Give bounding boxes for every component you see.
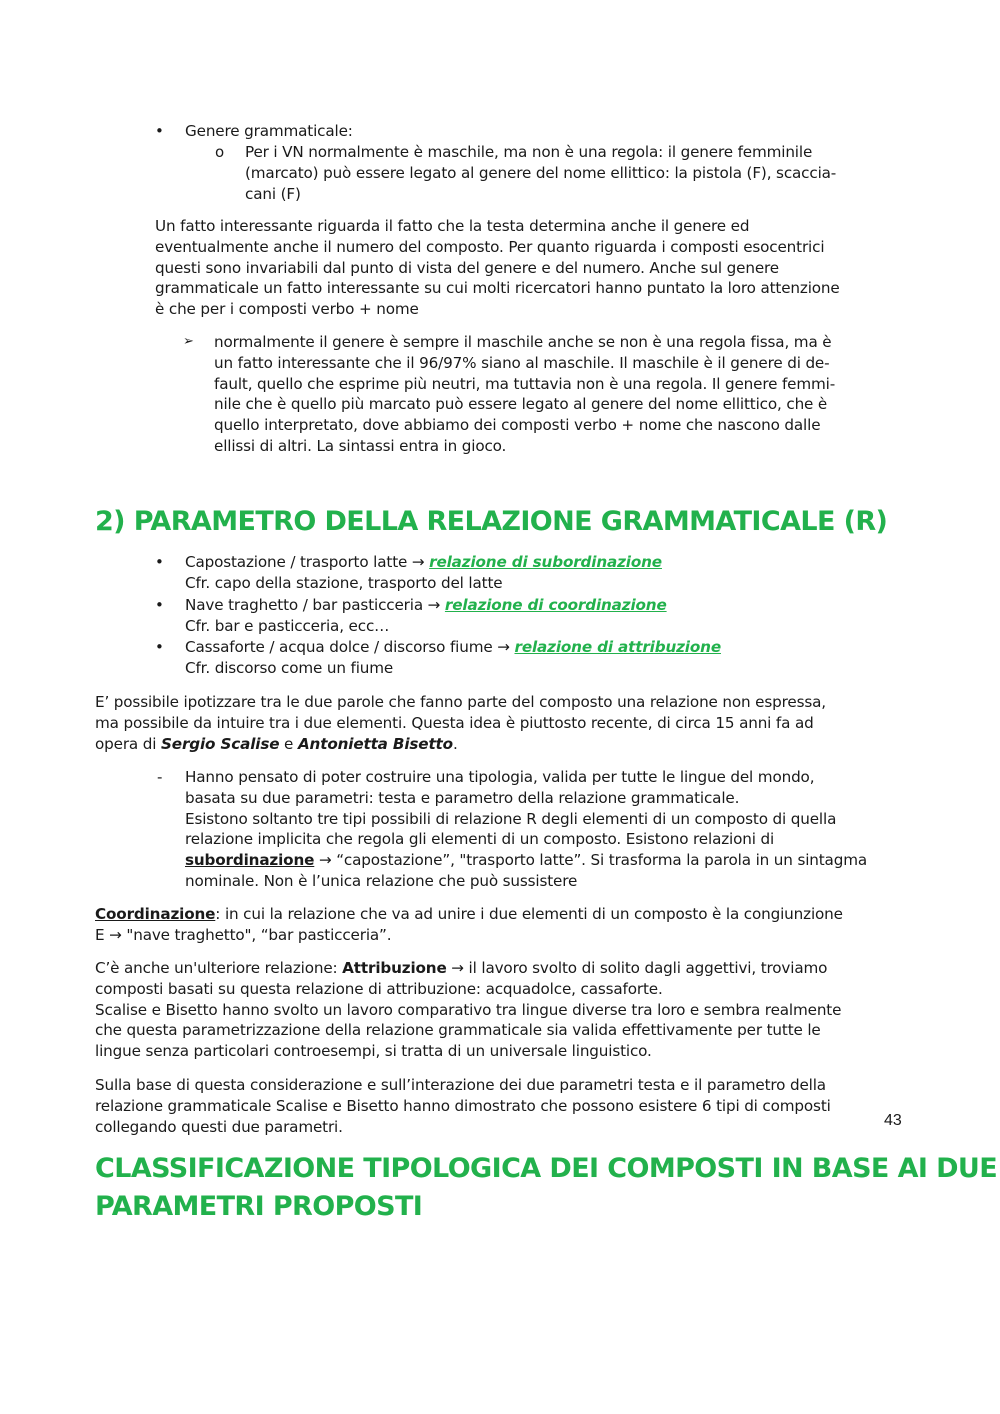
text-fragment: opera di <box>95 734 161 753</box>
dash-list-item <box>185 767 867 892</box>
text-line: grammaticale un fatto interessante su cui molti ricercatori hanno puntato la loro attenzione <box>155 279 840 298</box>
text-line: un fatto interessante che il 96/97% siano al maschile. Il maschile è il genere di de- <box>214 353 830 372</box>
arrow-list-item <box>214 332 835 457</box>
text-line: nominale. Non è l’unica relazione che può sussistere <box>185 871 578 890</box>
text-line: Per i VN normalmente è maschile, ma non è una regola: il genere femminile <box>245 143 813 161</box>
text-fragment: . <box>452 734 458 753</box>
text-line: eventualmente anche il numero del composto. Per quanto riguarda i composti esocentrici <box>155 237 825 256</box>
author-name: Sergio Scalise <box>161 734 280 753</box>
text-line: relazione implicita che regola gli elementi di un composto. Esistono relazioni di <box>185 830 775 849</box>
bullet-marker: • <box>155 638 164 656</box>
text-fragment: → il lavoro svolto di solito dagli aggettivi, troviamo <box>446 959 828 977</box>
bullet-marker: • <box>155 596 164 614</box>
paragraph-coordination <box>95 904 843 946</box>
text-line: lingue senza particolari controesempi, si tratta di un universale linguistico. <box>95 1042 652 1061</box>
text-line: normalmente il genere è sempre il maschile anche se non è una regola fissa, ma è <box>214 333 832 351</box>
paragraph-conclusion <box>95 1075 831 1137</box>
text-line: ma possibile da intuire tra i due elementi. Questa idea è piuttosto recente, di circa 15 anni fa ad <box>95 713 814 732</box>
paragraph-head-gender <box>155 216 840 320</box>
text-fragment: → “capostazione”, "trasporto latte”. Si trasforma la parola in un sintagma <box>314 851 868 870</box>
text-line: Esistono soltanto tre tipi possibili di relazione R degli elementi di un composto di quella <box>185 809 837 828</box>
term-subordinazione: subordinazione <box>185 851 315 870</box>
relation-cfr: Cfr. discorso come un fiume <box>185 658 394 677</box>
text-line: E’ possibile ipotizzare tra le due parole che fanno parte del composto una relazione non espressa, <box>95 693 826 711</box>
sub-list-item <box>245 142 836 204</box>
text-fragment: C’è anche un'ulteriore relazione: <box>95 959 343 977</box>
author-name: Antonietta Bisetto <box>297 734 453 753</box>
text-line: ellissi di altri. La sintassi entra in gioco. <box>214 436 507 455</box>
sub-bullet-marker: o <box>215 143 225 161</box>
list-item-label: Genere grammaticale: <box>185 122 353 140</box>
term-attribuzione: Attribuzione <box>342 959 447 977</box>
arrow-bullet-icon: ➢ <box>183 334 194 349</box>
relation-cfr: Cfr. capo della stazione, trasporto del latte <box>185 573 503 592</box>
text-line: fault, quello che esprime più neutri, ma tuttavia non è una regola. Il genere femmi- <box>214 374 836 393</box>
relation-item-attribution <box>185 637 721 679</box>
text-fragment: : in cui la relazione che va ad unire i due elementi di un composto è la congiunzione <box>215 905 843 923</box>
relation-link[interactable]: relazione di subordinazione <box>429 553 662 571</box>
text-line: è che per i composti verbo + nome <box>155 300 419 319</box>
relation-example: Nave traghetto / bar pasticceria → <box>185 596 445 614</box>
paragraph-hypothesis <box>95 692 826 754</box>
text-line: collegando questi due parametri. <box>95 1117 343 1136</box>
term-coordinazione: Coordinazione <box>95 905 216 923</box>
section-heading-classification <box>95 1150 997 1226</box>
relation-item-coordination <box>185 595 667 637</box>
paragraph-attribution <box>95 958 841 1062</box>
text-line: Un fatto interessante riguarda il fatto che la testa determina anche il genere ed <box>155 217 750 235</box>
heading-line: CLASSIFICAZIONE TIPOLOGICA DEI COMPOSTI IN BASE AI DUE <box>95 1153 998 1184</box>
heading-line: PARAMETRI PROPOSTI <box>95 1191 423 1222</box>
text-fragment: e <box>279 734 298 753</box>
text-line: relazione grammaticale Scalise e Bisetto hanno dimostrato che possono esistere 6 tipi di composti <box>95 1096 831 1115</box>
text-line: (marcato) può essere legato al genere del nome ellittico: la pistola (F), scaccia- <box>245 163 837 182</box>
text-line: nile che è quello più marcato può essere legato al genere del nome ellittico, che è <box>214 395 828 414</box>
text-line: composti basati su questa relazione di attribuzione: acquadolce, cassaforte. <box>95 979 663 998</box>
bullet-marker: • <box>155 553 164 571</box>
page-number: 43 <box>884 1112 902 1129</box>
text-line: E → "nave traghetto", “bar pasticceria”. <box>95 925 392 944</box>
relation-link[interactable]: relazione di attribuzione <box>514 638 721 656</box>
relation-example: Cassaforte / acqua dolce / discorso fiume → <box>185 638 515 656</box>
relation-link[interactable]: relazione di coordinazione <box>444 596 667 614</box>
dash-bullet-marker: - <box>157 768 163 786</box>
text-line: Sulla base di questa considerazione e sull’interazione dei due parametri testa e il parametro della <box>95 1076 826 1094</box>
text-line: che questa parametrizzazione della relazione grammaticale sia valida effettivamente per tutte le <box>95 1021 821 1040</box>
relation-item-subordination <box>185 552 662 594</box>
text-line: Scalise e Bisetto hanno svolto un lavoro comparativo tra lingue diverse tra loro e sembra realmente <box>95 1000 842 1019</box>
text-line: Hanno pensato di poter costruire una tipologia, valida per tutte le lingue del mondo, <box>185 768 815 786</box>
text-line: questi sono invariabili dal punto di vista del genere e del numero. Anche sul genere <box>155 258 779 277</box>
relation-example: Capostazione / trasporto latte → <box>185 553 430 571</box>
section-heading: 2) PARAMETRO DELLA RELAZIONE GRAMMATICALE (R) <box>95 506 888 537</box>
relation-cfr: Cfr. bar e pasticceria, ecc… <box>185 616 390 635</box>
text-line: basata su due parametri: testa e parametro della relazione grammaticale. <box>185 788 740 807</box>
text-line: quello interpretato, dove abbiamo dei composti verbo + nome che nascono dalle <box>214 416 821 435</box>
bullet-marker: • <box>155 122 164 140</box>
text-line: cani (F) <box>245 184 301 203</box>
